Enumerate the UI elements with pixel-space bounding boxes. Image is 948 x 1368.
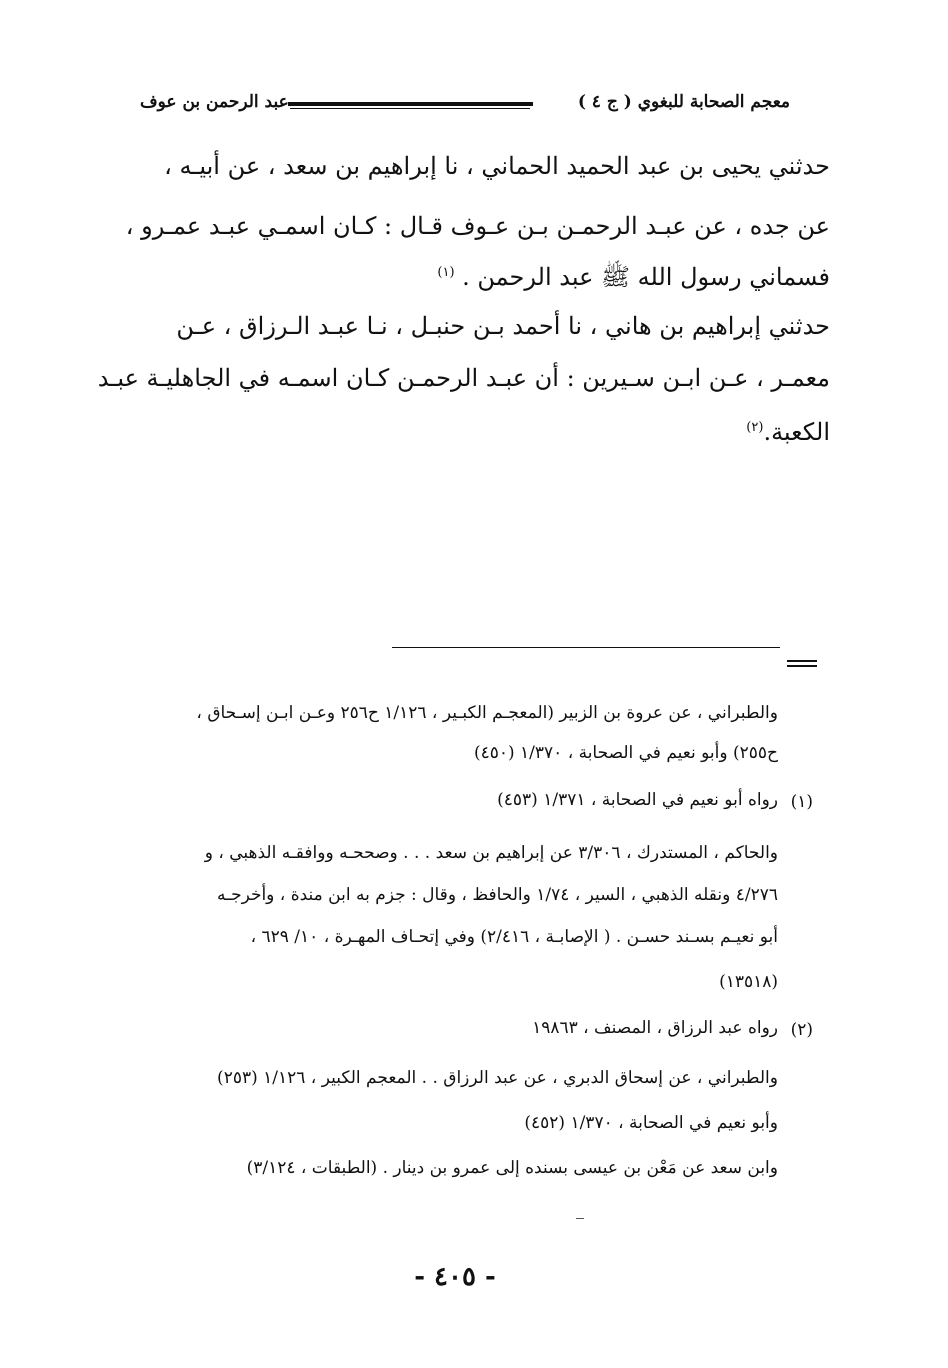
footnote-line: والحاكم ، المستدرك ، ٣/٣٠٦ عن إبراهيم بن سعد . . . وصححـه ووافقـه الذهبي ، و bbox=[204, 843, 778, 863]
footnote-separator bbox=[392, 647, 780, 648]
footnote-continuation-mark bbox=[787, 660, 817, 670]
header-rule-thin bbox=[290, 108, 530, 109]
footnote-line: وأبو نعيم في الصحابة ، ١/٣٧٠ (٤٥٢) bbox=[524, 1113, 778, 1133]
body-line: الكعبة.$^{(٢)}$ bbox=[746, 418, 830, 446]
body-line: عن جده ، عن عبـد الرحمـن بـن عـوف قـال : كـان اسمـي عبـد عمـرو ، bbox=[125, 212, 830, 240]
footnote-line: (١٣٥١٨) bbox=[719, 972, 778, 992]
body-line: معمـر ، عـن ابـن سـيرين : أن عبـد الرحمـن كـان اسمـه في الجاهليـة عبـد bbox=[97, 364, 830, 392]
book-title: معجم الصحابة للبغوي ( ج ٤ ) bbox=[577, 92, 790, 112]
footnote-line: والطبراني ، عن عروة بن الزبير (المعجـم الكبـير ، ١/١٢٦ ح٢٥٦ وعـن ابـن إسـحاق ، bbox=[196, 703, 778, 723]
body-line: حدثني يحيى بن عبد الحميد الحماني ، نا إبراهيم بن سعد ، عن أبيـه ، bbox=[164, 152, 830, 180]
footnote-ref: (٢) bbox=[746, 420, 764, 435]
footnote-marker: (١) bbox=[790, 792, 813, 812]
header-rule bbox=[288, 102, 533, 106]
footnote-marker: (٢) bbox=[790, 1020, 813, 1040]
running-header bbox=[140, 92, 790, 122]
stray-mark bbox=[576, 1218, 584, 1219]
body-line: حدثني إبراهيم بن هاني ، نا أحمد بـن حنبـل ، نـا عبـد الـرزاق ، عـن bbox=[176, 312, 830, 340]
footnote-main: رواه عبد الرزاق ، المصنف ، ١٩٨٦٣ bbox=[532, 1018, 778, 1038]
footnote-line: وابن سعد عن مَعْن بن عيسى بسنده إلى عمرو بن دينار . (الطبقات ، ٣/١٢٤) bbox=[246, 1158, 778, 1178]
page-number: - ٤٠٥ - bbox=[414, 1262, 496, 1292]
footnote-main: رواه أبو نعيم في الصحابة ، ١/٣٧١ (٤٥٣) bbox=[497, 790, 778, 810]
body-line: فسماني رسول الله ﷺ عبد الرحمن . $^{(١)}$ bbox=[437, 263, 830, 291]
entry-name: عبد الرحمن بن عوف bbox=[140, 92, 289, 112]
footnote-line: ح٢٥٥) وأبو نعيم في الصحابة ، ١/٣٧٠ (٤٥٠) bbox=[473, 743, 778, 763]
footnote-ref: (١) bbox=[437, 265, 455, 280]
footnote-line: والطبراني ، عن إسحاق الدبري ، عن عبد الرزاق . . المعجم الكبير ، ١/١٢٦ (٢٥٣) bbox=[217, 1068, 778, 1088]
footnote-line: أبو نعيـم بسـند حسـن . ( الإصابـة ، ٢/٤١٦) وفي إتحـاف المهـرة ، ١٠/ ٦٢٩ ، bbox=[250, 927, 778, 947]
footnote-line: ٤/٢٧٦ ونقله الذهبي ، السير ، ١/٧٤ والحافظ ، وقال : جزم به ابن مندة ، وأخرجـه bbox=[216, 885, 778, 905]
